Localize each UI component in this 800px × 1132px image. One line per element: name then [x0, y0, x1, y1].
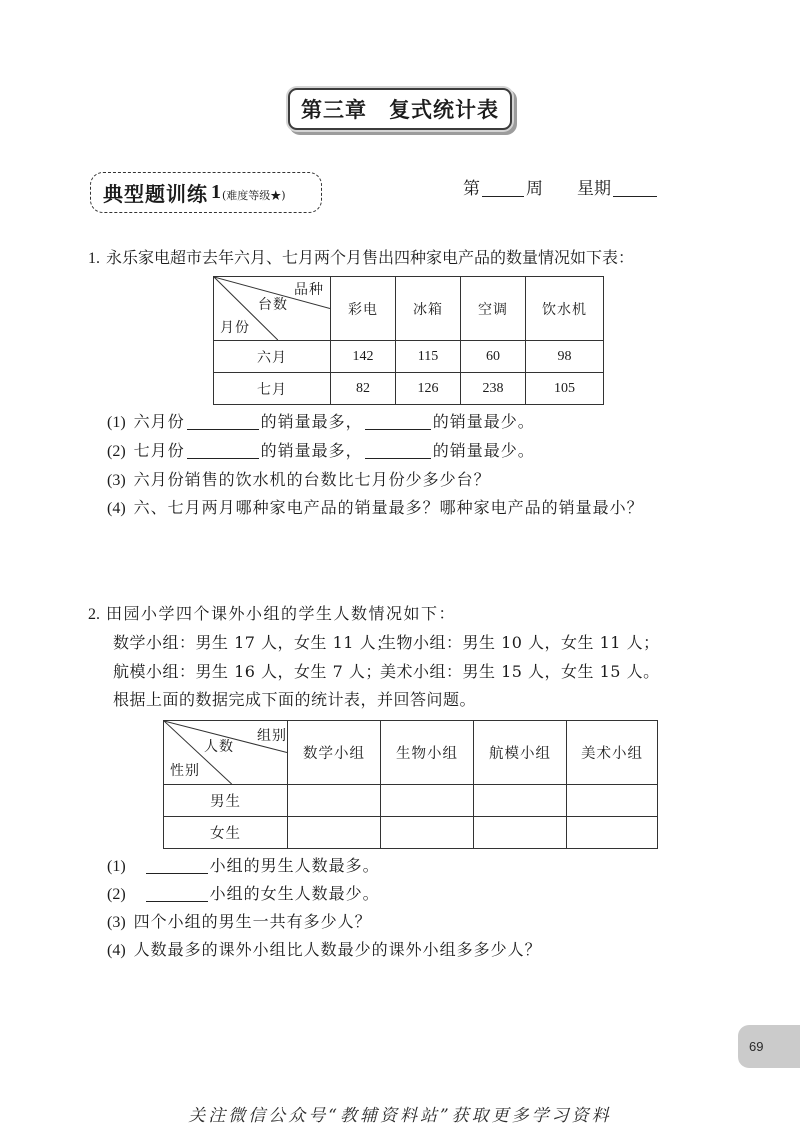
answer-blank [146, 859, 208, 874]
sub-question-text: 的销量最少。 [432, 441, 535, 460]
page-number-tab [738, 1025, 800, 1068]
sub-question-text: 六月份 [133, 412, 185, 431]
table-cell-empty [288, 817, 381, 849]
table-cell-empty [381, 785, 474, 817]
table-cell: 142 [331, 341, 396, 373]
week-prefix: 第 [463, 179, 480, 199]
table-header-row [164, 721, 658, 785]
page-number: 69 [749, 1039, 764, 1054]
sub-question-label: (4) [107, 942, 126, 959]
section-index: 1 [211, 181, 221, 203]
table-cell: 126 [396, 373, 461, 405]
table-corner-cell [164, 721, 288, 785]
sub-question [107, 912, 372, 933]
sub-question-text: 六、七月两月哪种家电产品的销量最多？哪种家电产品的销量最小？ [133, 498, 644, 517]
table-cell: 238 [461, 373, 526, 405]
group-data-model: 航模小组：男生 16 人，女生 7 人； [113, 662, 382, 681]
sub-question-text: 六月份销售的饮水机的台数比七月份少多少台？ [133, 470, 491, 489]
answer-blank [187, 444, 259, 459]
corner-cell-inner [164, 721, 287, 784]
sub-question-label: (1) [107, 414, 126, 431]
answer-blank [365, 415, 431, 430]
corner-label-category: 品种 [294, 282, 324, 298]
corner-label-month: 月份 [220, 320, 250, 336]
table-cell: 60 [461, 341, 526, 373]
section-badge [90, 172, 322, 213]
sub-question-text: 的销量最多， [260, 441, 363, 460]
week-suffix: 周 [526, 179, 543, 199]
sub-question [107, 884, 380, 905]
table-cell-empty [288, 785, 381, 817]
sub-question-text: 的销量最少。 [432, 412, 535, 431]
chapter-title: 复式统计表 [389, 97, 499, 122]
group-table [163, 720, 658, 849]
table-row [164, 817, 658, 849]
weekday-label: 星期 [577, 179, 611, 199]
corner-label-count: 人数 [204, 739, 234, 755]
question-1-stem [88, 248, 634, 269]
week-blank [482, 182, 524, 197]
answer-blank [187, 415, 259, 430]
sub-question-label: (3) [107, 914, 126, 931]
corner-label-group: 组别 [257, 728, 287, 744]
row-label: 六月 [214, 341, 331, 373]
section-label: 典型题训练 [103, 182, 208, 206]
sub-question [107, 470, 491, 491]
sub-question-label: (3) [107, 472, 126, 489]
question-text: 永乐家电超市去年六月、七月两个月售出四种家电产品的数量情况如下表： [106, 248, 635, 267]
column-header: 航模小组 [474, 721, 567, 785]
sub-question-text: 的销量最多， [260, 412, 363, 431]
question-instruction: 根据上面的数据完成下面的统计表，并回答问题。 [113, 690, 477, 709]
weekday-blank [613, 182, 657, 197]
sub-question [107, 856, 380, 877]
row-label: 男生 [164, 785, 288, 817]
question-2-stem [88, 604, 456, 625]
sub-question [107, 412, 535, 433]
week-day-line [463, 178, 659, 200]
column-header: 美术小组 [567, 721, 658, 785]
footer-note: 关注微信公众号“教辅资料站”获取更多学习资料 [188, 1106, 612, 1126]
difficulty-label: (难度等级★) [222, 188, 286, 202]
table-row [214, 373, 604, 405]
sub-question-text: 七月份 [133, 441, 185, 460]
table-cell: 82 [331, 373, 396, 405]
group-data-art: 美术小组：男生 15 人，女生 15 人。 [380, 662, 660, 681]
table-cell: 115 [396, 341, 461, 373]
answer-blank [365, 444, 431, 459]
table-cell: 98 [526, 341, 604, 373]
sub-question-text: 人数最多的课外小组比人数最少的课外小组多多少人？ [133, 940, 542, 959]
question-number: 2. [88, 606, 100, 623]
column-header: 生物小组 [381, 721, 474, 785]
table-row [164, 785, 658, 817]
question-text: 田园小学四个课外小组的学生人数情况如下： [106, 604, 457, 623]
corner-label-quantity: 台数 [258, 297, 288, 313]
table-cell-empty [474, 817, 567, 849]
sub-question-text: 小组的女生人数最少。 [209, 884, 380, 903]
table-cell-empty [381, 817, 474, 849]
table-header-row [214, 277, 604, 341]
column-header: 空调 [461, 277, 526, 341]
sub-question-text: 小组的男生人数最多。 [209, 856, 380, 875]
sub-question-label: (2) [107, 443, 126, 460]
chapter-title-box [288, 88, 512, 130]
question-number: 1. [88, 250, 100, 267]
table-cell-empty [567, 785, 658, 817]
sub-question [107, 498, 644, 519]
row-label: 女生 [164, 817, 288, 849]
column-header: 冰箱 [396, 277, 461, 341]
table-corner-cell [214, 277, 331, 341]
sub-question-label: (4) [107, 500, 126, 517]
sub-question-text: 四个小组的男生一共有多少人？ [133, 912, 372, 931]
corner-label-gender: 性别 [170, 763, 200, 779]
answer-blank [146, 887, 208, 902]
sub-question-label: (1) [107, 858, 126, 875]
table-cell-empty [567, 817, 658, 849]
sales-table [213, 276, 604, 405]
sub-question [107, 441, 535, 462]
table-cell-empty [474, 785, 567, 817]
group-data-biology: 生物小组：男生 10 人，女生 11 人； [380, 633, 660, 652]
row-label: 七月 [214, 373, 331, 405]
sub-question-label: (2) [107, 886, 126, 903]
corner-cell-inner [214, 277, 330, 340]
group-data-math: 数学小组：男生 17 人，女生 11 人； [113, 633, 393, 652]
column-header: 数学小组 [288, 721, 381, 785]
chapter-number: 第三章 [301, 97, 367, 122]
column-header: 饮水机 [526, 277, 604, 341]
table-cell: 105 [526, 373, 604, 405]
table-row [214, 341, 604, 373]
sub-question [107, 940, 542, 961]
column-header: 彩电 [331, 277, 396, 341]
